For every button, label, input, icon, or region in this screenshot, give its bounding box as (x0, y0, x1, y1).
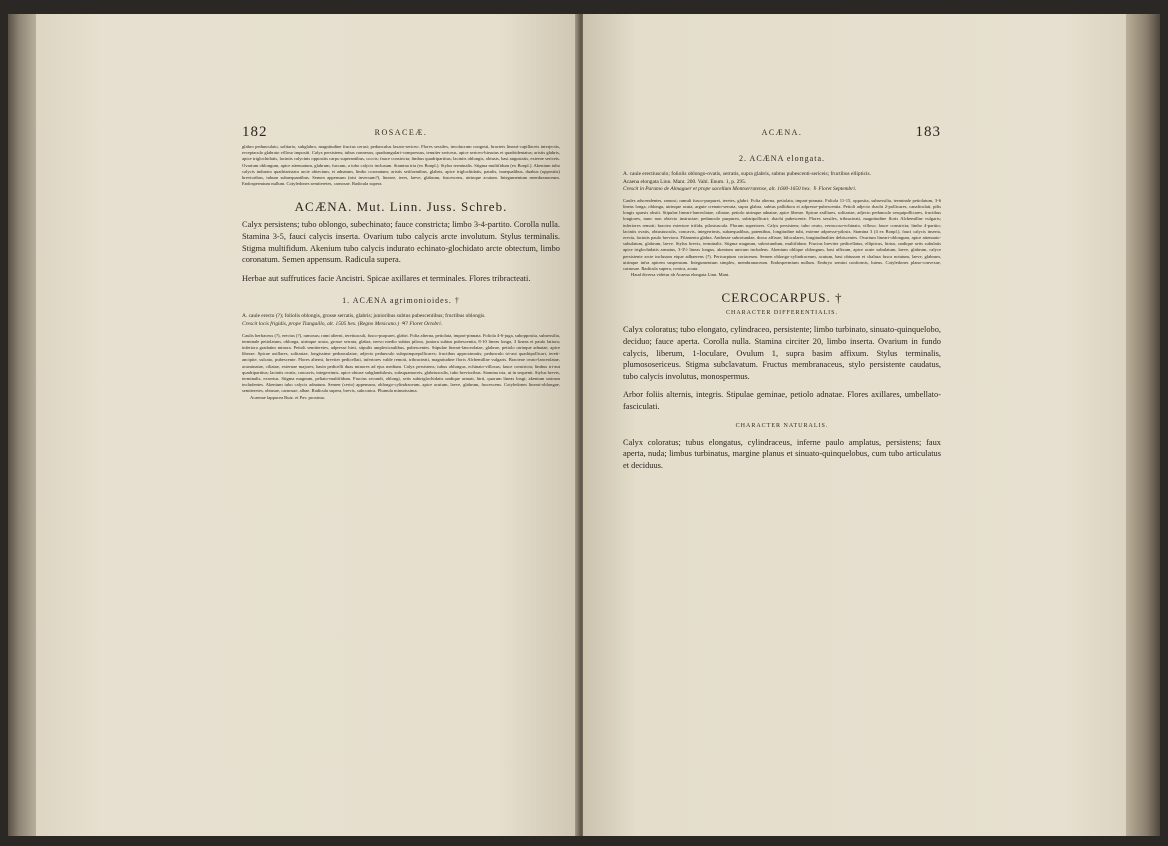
species-heading: 2. ACÆNA elongata. (739, 154, 825, 163)
page-number: 182 (242, 124, 268, 140)
species-synonym: Acaena elongata Linn. Mant. 200. Vahl. Enum. 1, p. 295. (623, 178, 747, 185)
left-page-edges (8, 14, 36, 836)
running-head: ACÆNA. (761, 128, 803, 137)
genus-title: CERCOCARPUS. † (721, 290, 843, 306)
page-number: 183 (915, 124, 941, 140)
genus-habit: Arbor foliis alternis, integris. Stipulae geminae, petiolo adnatae. Flores axillares, umbellato-fasciculati. (623, 390, 941, 411)
left-page (36, 14, 579, 836)
right-page (583, 14, 1126, 836)
species-heading: 1. ACÆNA agrimonioides. † (342, 296, 460, 306)
differential-heading: CHARACTER DIFFERENTIALIS. (725, 310, 838, 317)
species-diagnosis: A. caule erecto (?); foliolis oblongis, grosse serratis, glabris; junioribus subtus pubescentibus; fructibus oblongis. (242, 313, 486, 320)
species-locality: Crescit in Paramo de Almaguer et prope sacellum Montserratense, alt. 1600-1650 hex. ♄ Floret Septembri. (623, 186, 857, 193)
genus-title: ACÆNA. Mut. Linn. Juss. Schreb. (294, 199, 508, 215)
right-page-header (623, 126, 941, 144)
genus-description: Calyx persistens; tubo oblongo, subechinato; fauce constricta; limbo 3-4-partito. Corolla nulla. Stamina 3-5, fauci calycis inserta. Ovarium tubo calycis arcte involutum. Stylus terminalis. Stigma multifidum. Akenium tubo calycis indurato echinato-glochidato arcte obtectum, limbo coronatum. Semen appensum. Radicula supera. (242, 220, 560, 265)
natural-text: Calyx coloratus; tubus elongatus, cylindraceus, inferne paulo amplatus, persistens; faux aperta, nuda; limbus turbinatus, margine planus et sinuato-quinquelobus, cum tubo articulatus et deciduus. (623, 437, 941, 470)
right-page-content (623, 126, 941, 471)
genus-habit: Herbae aut suffrutices facie Ancistri. Spicae axillares et terminales. Flores tribracteati. (242, 273, 531, 283)
species-description: Caulis herbaceus (?), erectus (?), ramosus; rami alterni, teretiusculi, fusco-purpurei, glabri. Folia alterna, petiolata, impari-pinnata. Foliola 4-6-juga, subopposita, subsessilia, terminale petiolatum, oblonga, utrinque acuta, grosse serrata, glabra, nervo medio subtus piloso, juniora subtus pubescentia, 8-10 lineas longa, 3 lineas et paulo latiora; inferiora gradatim minora. Petioli semiteretes, adpresse hirti, stipulis amplexicaulibus, pubescentes. Stipulae lineari-lanceolatae, glabrae, petiolo utrinque adnatae, apice liberae. Spicae axillares, solitariae, longissime pedunculatae, adjecto pedunculo subquinquepollicares; fructibus approximatis; pedunculo tri-aut quadripollicari, tereti-ancipite, sulcato, pubescente. Flores alterni, breviter pedicellati, inferiores valde remoti, tribracteati, magnitudine floris Alchemillae vulgaris. Bracteae ovato-lanceolatae, acuminatae, ciliatae, externae majores; basin pedicelli duas minores ad ejus medium. Calyx persistens; tubus oblongus, echinato-villosus; fauce constricta; limbus tri-aut quadripartitus; laciniis ovatis, concavis, integerrimis, apice obtuse subglandulosis, subsquamaceis, glabriusculis, tubo brevioribus. Stamina tria, ut in sequenti. Stylus brevis, terminalis, exsertus. Stigma magnum, peltato-multifidum. Fructus secundi, oblongi, setis subtriglochidatis undique armati, hirti, quorum lineas longi; akenium unicum includentes. Akenium tubo calycis adnatum. Semen (certo) appensum, oblongo-cylindraceum, apice acutum, laeve, glabrum, fuscescens. Cotyledones lineari-oblongae, semiteretes, obtusae, carnosae, albae. Radicula supera, brevis, subconica. Plumula minutissima. (242, 332, 560, 394)
species-diagnosis: A. caule erectiusculo; foliolis oblongo-ovatis, serratis, supra glabris, subtus pubescenti-sericeis; fructibus ellipticis. (623, 171, 871, 177)
species-note: Acaenae lappacea Ruiz. et Pav. proxima. (250, 394, 325, 400)
species-locality: Crescit locis frigidis, prope Tianguillo, alt. 1505 hex. (Regno Mexicano.) ♃? Floret Octobri. (242, 320, 443, 327)
natural-heading: CHARACTER NATURALIS. (735, 422, 829, 429)
left-page-header (242, 126, 560, 144)
species-description: Caules adscendentes, ramosi; ramuli fusco-purpurei, teretes, glabri. Folia alterna, petiolata, impari-pinnata. Foliola 11-15, opposita, subsessilia, terminale petiolatum, 3-6 lineas longa, oblonga, utrinque acuta, argute crenato-serrata, supra glabra, subtus pallidiora et adpresse-pubescentia. Petioli adjecto rhachi 2-pollicares, canaliculati, pilis longis sparsis obsiti. Stipulae lineari-lanceolatae, ciliatae, petiolo utrinque adnatae, apice liberae. Spicae axillares, solitariae, adjecto pedunculo sesquipollicares, fructibus longiores, nunc non obtecto instructae; pedunculo purpureo, subtripollicari; rhachi pubescente. Flores sessiles, tribracteati, magnitudine floris Alchemillae vulgaris; inferiores remoti; bractea exteriore trifida, pilosiuscula. Florum superiores. Calyx persistens; tubo ovato, verrucoso-echinato, villoso; fauce constricta; limbo 4-partito; laciniis ovatis, obtusiusculis, concavis, integerrimis, subaequalibus, patentibus, longitudine tubi, externe adpresse-pilosis. Stamina 3 (4 ex Bonpl.), fauci calycis inserta, erecta, laciniis paulo breviora. Filamenta glabra. Antherae subrotundae, dorso affixae, biloculares, longitudinaliter dehiscentes. Ovarium lineari-oblongum, apice attenuato-subulatum, glabrum, laeve. Stylus brevis, terminalis. Stigma magnum, subrotundum, multifidum. Fructus breviter pedicellatus, ellipticus, hirtus, undique setis subulatis apice triglochidatis armatus, 3-3½ lineas longus, akenium unicum includens. Akenium oblique oblongum, basi affixum, apice acute subulatum, laeve, glabrum, calyce persistente arcte inclusum eique adhaerens (?). Pericarpium coriaceum. Semen oblongo-cylindraceum, acutum, basi obtusum et chalaza fusca notatum, laeve, glabrum, utrinque infra apicem suspensum. Integumentum simplex, membranaceum. Endospermium nullum. Embryo semini conformis, luteus. Cotyledones plano-convexae, carnosae. Radicula supera, conica, acuta. (623, 197, 941, 272)
left-page-content (242, 126, 560, 401)
running-head: ROSACEÆ. (374, 128, 428, 137)
continued-text: glabro pedunculato, solitario, subglabro, magnitudine fructus cerasi; pedunculus laxato-sericeo. Flores sessiles, involucrum congesti, bracteis lineari-capillaceis interjectis, receptaculo glabrato villoso impositi. Calyx persistens; tubus connexus, quadrangulari-compressus, tenuiter sericeus, apice sericeo-hirsutus et quadridentatus; aristis glabris, apice triglochidatis, laciniis calycinis oppositis carpo superantibus, coccis; fauce constricta; limbus quadripartitus; laciniis oblongis, obtusis, basi angustatis, externe sericeis. Ovarium oblongum, apice attenuatum, glabrum, fuscum, a tubo calycis inclusum. Stamina tria (ex Bonpl.). Stylus terminalis. Stigma multifidum (ex Bonpl.). Akenium tubo calycis indurato quadriaristato arcte obtectum, ei adnatum, limbo coronatum; aristis setiformibus, glabris, apice triglochidatis, patulis, inaequalibus, duabus (oppositis) brevioribus, tubum subaequantibus. Semen appensum (nisi inversum?), lineare, teres, laeve, glabrum, fuscescens, utrinque acutum. Integumentum membranaceum. Endospermium nullum. Cotyledones semiteretes, carnosae. Radicula supera. (242, 144, 560, 187)
differential-text: Calyx coloratus; tubo elongato, cylindraceo, persistente; limbo turbinato, sinuato-quinquelobo, deciduo; fauce aperta. Corolla nulla. Stamina circiter 20, limbo inserta. Ovarium in fundo calycis, liberum, 1-loculare, Ovulum 1, supra basim affixum. Stylus terminalis, plumososericeus. Stigma subclavatum. Fructus membranaceus, stylo persistente caudatus, tubo calycis involutus, monospermus. (623, 325, 941, 381)
right-page-edges (1126, 14, 1160, 836)
species-note: Haud diversa videtur ab Acaena elongata Linn. Mant. (631, 272, 730, 278)
